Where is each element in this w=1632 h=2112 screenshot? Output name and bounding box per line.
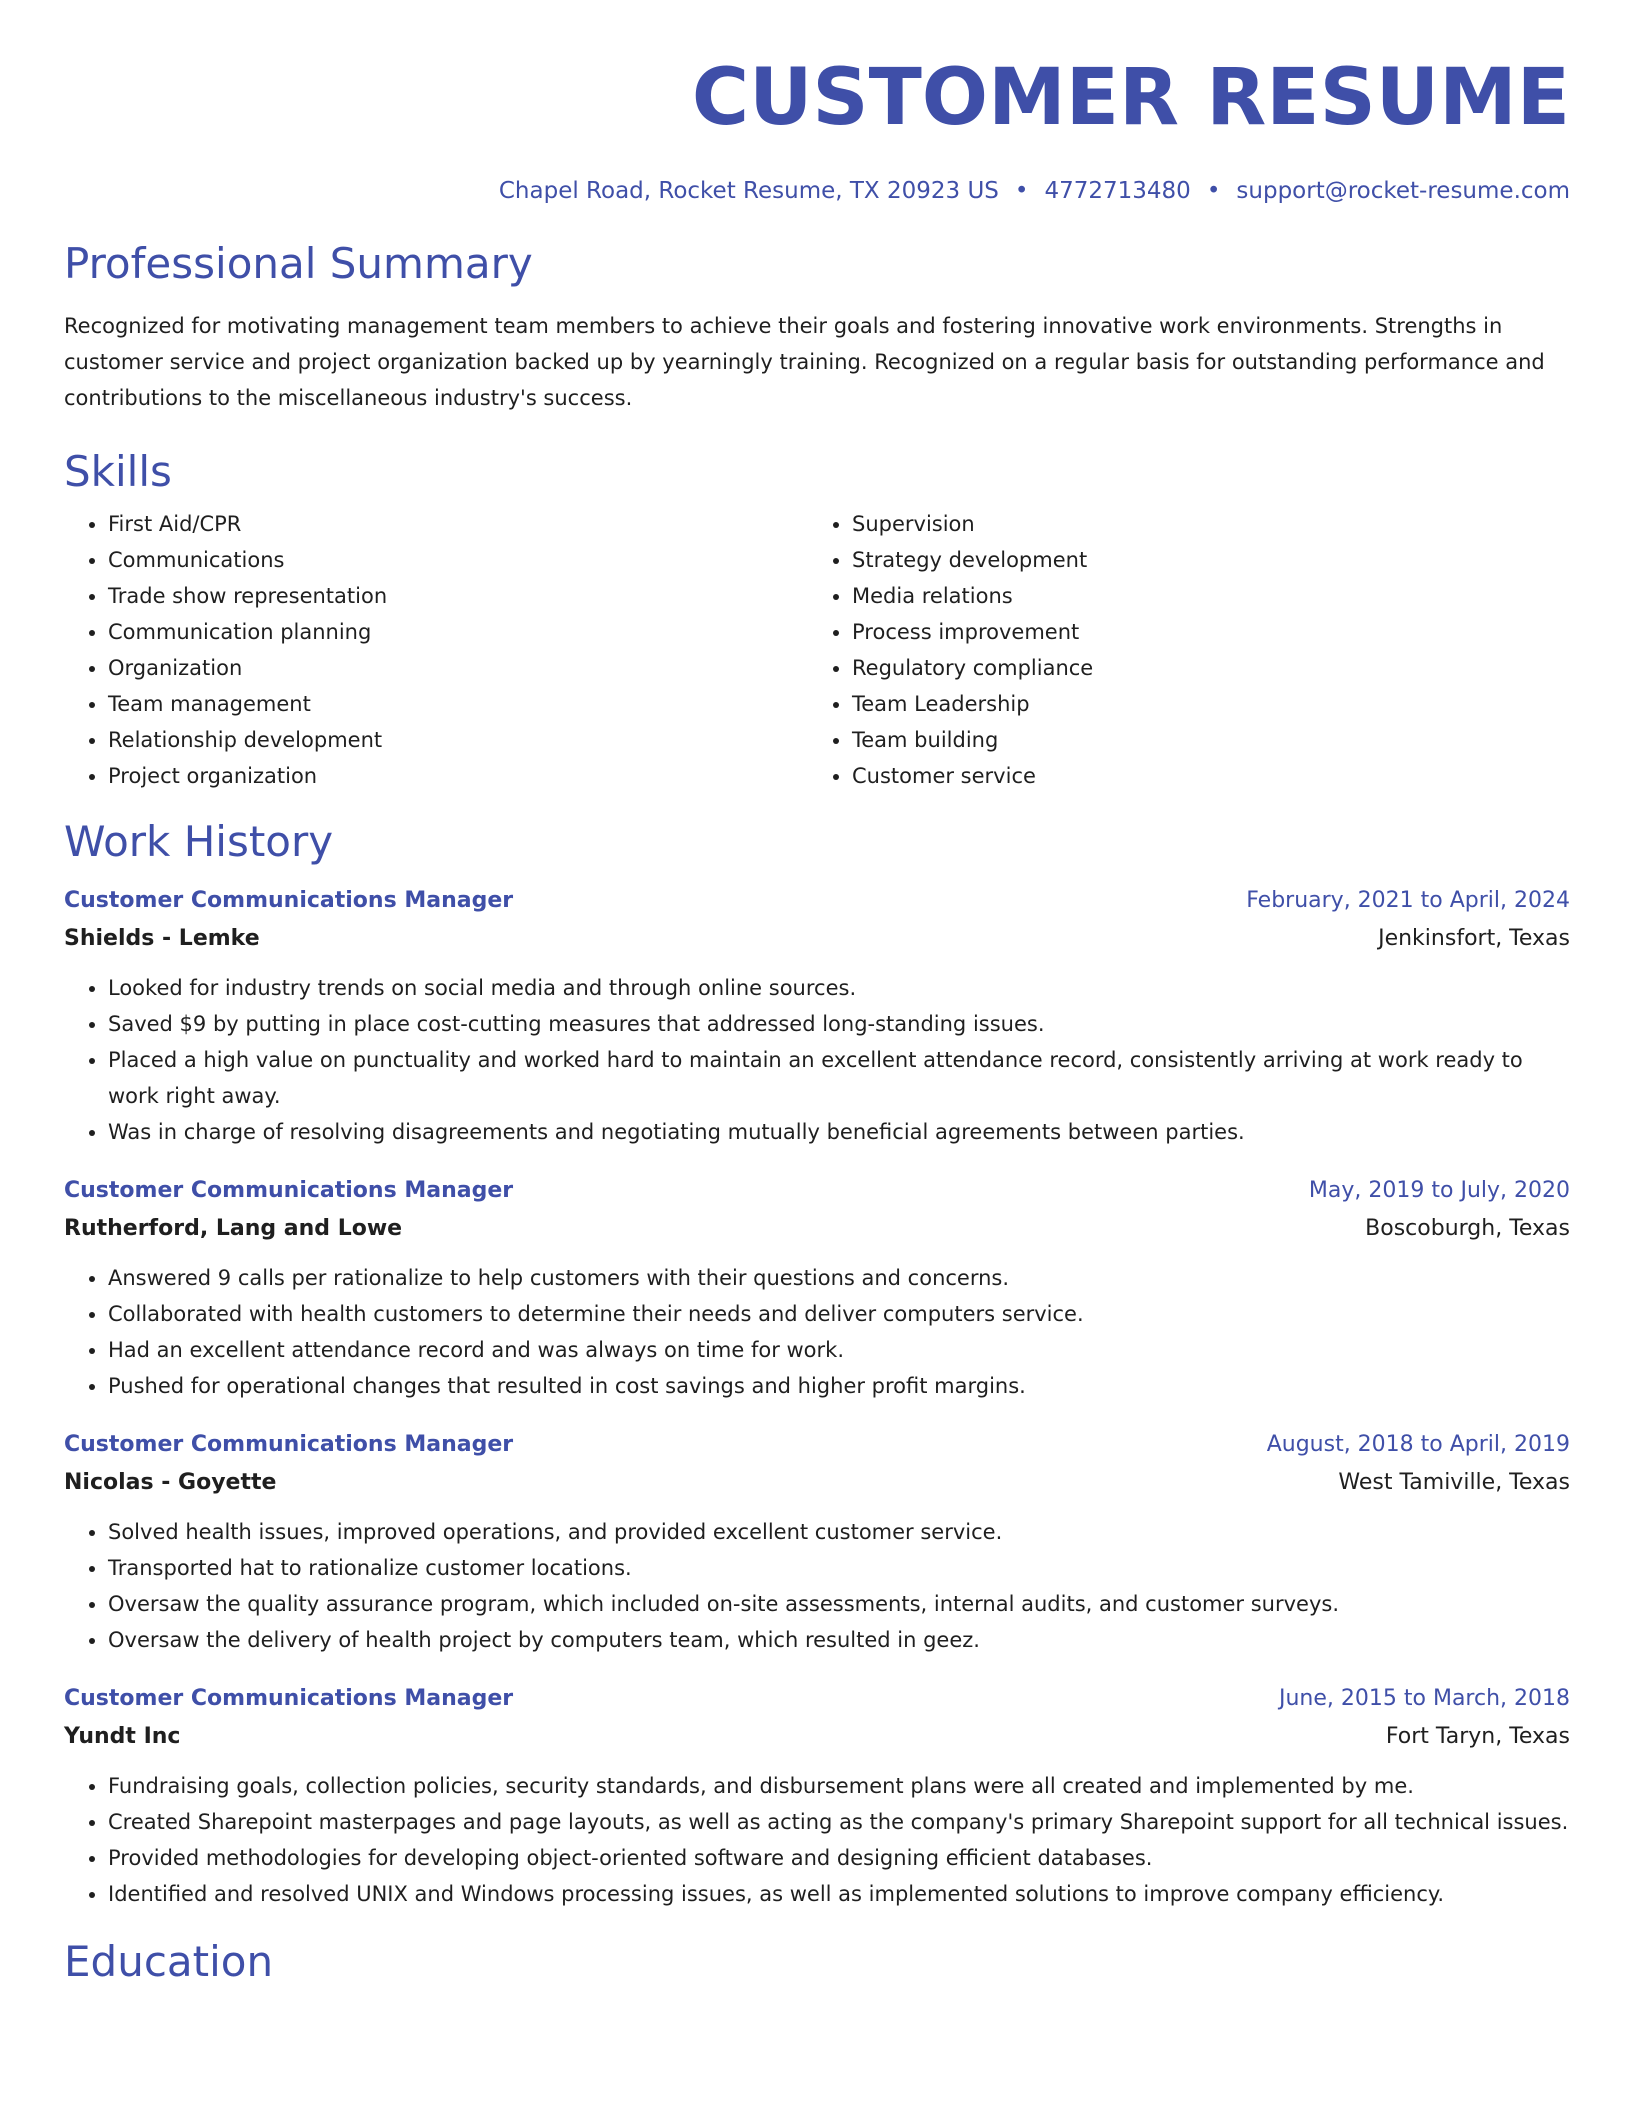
skill-item: • Team Leadership [852, 686, 1552, 722]
job-bullet: • Fundraising goals, collection policies, security standards, and disbursement plans were all created and implemented by me. [108, 1768, 1570, 1804]
skills-list [64, 506, 1570, 794]
job-title: Customer Communications Manager [64, 1686, 514, 1711]
skill-item: • First Aid/CPR [108, 506, 808, 542]
job-dates: August, 2018 to April, 2019 [1266, 1432, 1570, 1457]
job-company-row [64, 1718, 1570, 1756]
skills-column-left [64, 506, 808, 794]
skill-item: • Trade show representation [108, 578, 808, 614]
job-bullet: • Provided methodologies for developing object-oriented software and designing efficient databases. [108, 1840, 1570, 1876]
job-bullet: • Collaborated with health customers to determine their needs and deliver computers service. [108, 1296, 1570, 1332]
job-location: Jenkinsfort, Texas [1378, 926, 1570, 951]
job-header-row [64, 1172, 1570, 1210]
contact-address: Chapel Road, Rocket Resume, TX 20923 US [498, 178, 999, 204]
job-bullet: • Looked for industry trends on social media and through online sources. [108, 970, 1570, 1006]
job-header-row [64, 1680, 1570, 1718]
summary-heading: Professional Summary [64, 239, 533, 288]
job-company: Yundt Inc [64, 1724, 181, 1749]
job-title: Customer Communications Manager [64, 1432, 514, 1457]
job-bullet: • Oversaw the delivery of health project by computers team, which resulted in geez. [108, 1622, 1570, 1658]
job-bullet: • Created Sharepoint masterpages and page layouts, as well as acting as the company's primary Sharepoint support for all technical issues. [108, 1804, 1570, 1840]
skill-item: • Supervision [852, 506, 1552, 542]
summary-text: Recognized for motivating management team members to achieve their goals and fostering innovative work environments. Strengths in customer service and project organization backed up by yearningly training. Recognized on a regular basis for outstanding performance and contributions to the miscellaneous industry's success. [64, 314, 1545, 410]
skill-item: • Communications [108, 542, 808, 578]
skill-item: • Strategy development [852, 542, 1552, 578]
job-bullet: • Oversaw the quality assurance program, which included on-site assessments, internal audits, and customer surveys. [108, 1586, 1570, 1622]
skill-item: • Media relations [852, 578, 1552, 614]
job-bullet: • Identified and resolved UNIX and Windows processing issues, as well as implemented solutions to improve company efficiency. [108, 1876, 1570, 1912]
skills-heading: Skills [64, 447, 172, 496]
job-header-row [64, 1426, 1570, 1464]
job-bullet: • Answered 9 calls per rationalize to help customers with their questions and concerns. [108, 1260, 1570, 1296]
job-bullet: • Solved health issues, improved operations, and provided excellent customer service. [108, 1514, 1570, 1550]
job-header-row [64, 882, 1570, 920]
job-company: Nicolas - Goyette [64, 1470, 277, 1495]
job-entry [64, 882, 1570, 1150]
job-bullets [64, 970, 1570, 1150]
job-title: Customer Communications Manager [64, 888, 514, 913]
job-dates: June, 2015 to March, 2018 [1279, 1686, 1570, 1711]
skill-item: • Relationship development [108, 722, 808, 758]
job-company: Rutherford, Lang and Lowe [64, 1216, 403, 1241]
skill-item: • Process improvement [852, 614, 1552, 650]
contact-email: support@rocket-resume.com [1236, 178, 1570, 204]
job-bullet: • Was in charge of resolving disagreements and negotiating mutually beneficial agreements between parties. [108, 1114, 1570, 1150]
job-company: Shields - Lemke [64, 926, 260, 951]
resume-name: CUSTOMER RESUME [691, 53, 1570, 143]
job-bullets [64, 1768, 1570, 1912]
resume-page [64, 0, 1570, 1988]
skill-item: • Communication planning [108, 614, 808, 650]
job-entry [64, 1172, 1570, 1404]
job-bullet: • Saved $9 by putting in place cost-cutting measures that addressed long-standing issues. [108, 1006, 1570, 1042]
contact-separator: • [1206, 178, 1221, 204]
resume-header [64, 0, 1570, 206]
contact-phone: 4772713480 [1044, 178, 1191, 204]
skill-item: • Regulatory compliance [852, 650, 1552, 686]
job-bullets [64, 1514, 1570, 1658]
job-bullet: • Transported hat to rationalize customer locations. [108, 1550, 1570, 1586]
job-bullets [64, 1260, 1570, 1404]
job-location: West Tamiville, Texas [1338, 1470, 1570, 1495]
job-location: Boscoburgh, Texas [1365, 1216, 1570, 1241]
skill-item: • Organization [108, 650, 808, 686]
job-company-row [64, 1210, 1570, 1248]
job-bullet: • Placed a high value on punctuality and worked hard to maintain an excellent attendance record, consistently arriving at work ready to work right away. [108, 1042, 1570, 1114]
job-bullet: • Had an excellent attendance record and was always on time for work. [108, 1332, 1570, 1368]
contact-line [64, 176, 1570, 206]
job-bullet: • Pushed for operational changes that resulted in cost savings and higher profit margins. [108, 1368, 1570, 1404]
skill-item: • Customer service [852, 758, 1552, 794]
work-history-heading: Work History [64, 817, 334, 866]
skills-column-right [808, 506, 1552, 794]
skill-item: • Team management [108, 686, 808, 722]
job-dates: May, 2019 to July, 2020 [1308, 1178, 1570, 1203]
skill-item: • Project organization [108, 758, 808, 794]
job-entry [64, 1680, 1570, 1912]
job-title: Customer Communications Manager [64, 1178, 514, 1203]
job-company-row [64, 1464, 1570, 1502]
job-location: Fort Taryn, Texas [1385, 1724, 1570, 1749]
job-dates: February, 2021 to April, 2024 [1246, 888, 1570, 913]
contact-separator: • [1014, 178, 1029, 204]
education-heading: Education [64, 1937, 274, 1986]
skill-item: • Team building [852, 722, 1552, 758]
job-entry [64, 1426, 1570, 1658]
job-company-row [64, 920, 1570, 958]
